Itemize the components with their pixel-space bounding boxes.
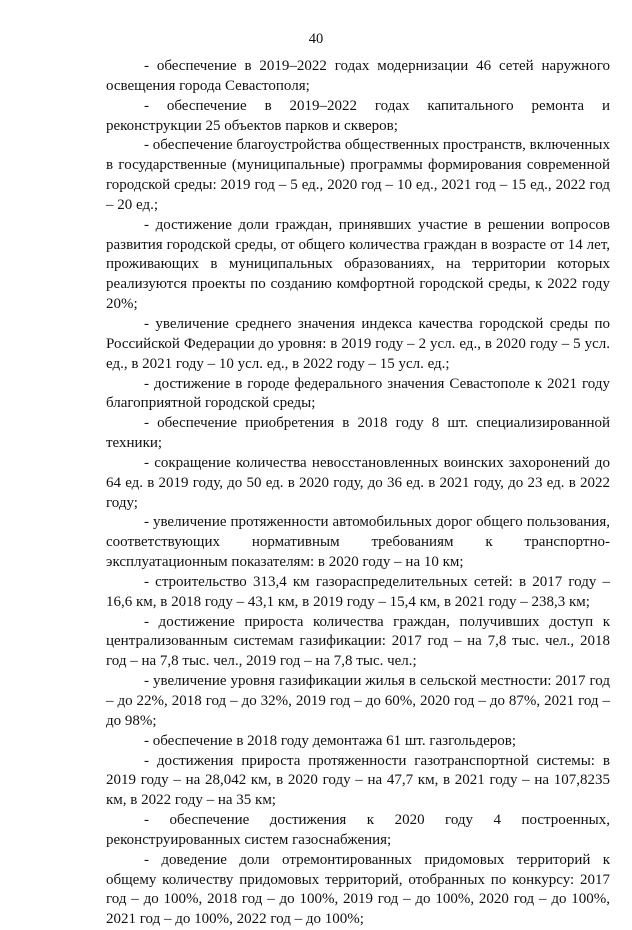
list-item: - обеспечение достижения к 2020 году 4 построенных, реконструированных систем газоснабжения; [106,812,610,848]
list-item: - обеспечение благоустройства общественных пространств, включенных в государственные (муниципальные) программы формирования современной городской среды: 2019 год – 5 ед., 2020 год – 10 ед., 2021 год – 15 ед., 2022 год – 20 ед.; [106,137,610,213]
list-item: - достижения прироста протяженности газотранспортной системы: в 2019 году – на 28,042 км, в 2020 году – на 47,7 км, в 2021 году – на 107,8235 км, в 2022 году – на 35 км; [106,752,610,809]
page-number: 40 [308,31,324,47]
list-item: - строительство 313,4 км газораспределительных сетей: в 2017 году – 16,6 км, в 2018 году – 43,1 км, в 2019 году – 15,4 км, в 2021 году – 238,3 км; [106,573,610,610]
list-item: - обеспечение в 2018 году демонтажа 61 шт. газгольдеров; [144,732,517,749]
list-item: - обеспечение в 2019–2022 годах капитального ремонта и реконструкции 25 объектов парков и скверов; [106,97,610,134]
list-item: - обеспечение приобретения в 2018 году 8 шт. специализированной техники; [106,415,610,452]
list-item: - сокращение количества невосстановленных воинских захоронений до 64 ед. в 2019 году, до 50 ед. в 2020 году, до 36 ед. в 2021 году, до 23 ед. в 2022 году; [106,454,610,511]
list-item: - увеличение уровня газификации жилья в сельской местности: 2017 год – до 22%, 2018 год – до 32%, 2019 год – до 60%, 2020 год – до 87%, 2021 год – до 98%; [106,673,610,729]
list-item: - достижение доли граждан, принявших участие в решении вопросов развития городской среды, от общего количества граждан в возрасте от 14 лет, проживающих в муниципальных образованиях, на территории которых реализуются проекты по созданию комфортной городской среды, к 2022 году 20%; [106,216,610,313]
list-item: - доведение доли отремонтированных придомовых территорий к общему количеству придомовых территорий, отобранных по конкурсу: 2017 год – до 100%, 2018 год – до 100%, 2019 год – до 100%, 2020 год – до 100%, 2021 год – до 100%, 2022 год – до 100%; [106,851,610,928]
list-item: - обеспечение в 2019–2022 годах модернизации 46 сетей наружного освещения города Севастополя; [106,58,610,94]
list-item: - увеличение среднего значения индекса качества городской среды по Российской Федерации до уровня: в 2019 году – 2 усл. ед., в 2020 году – 5 усл. ед., в 2021 году – 10 усл. ед., в 2022 году – 15 усл. ед.; [106,315,610,372]
document-body [106,57,610,930]
list-item: - увеличение протяженности автомобильных дорог общего пользования, соответствующих нормативным требованиям к транспортно-эксплуатационным показателям: в 2020 году – на 10 км; [106,514,610,571]
list-item: - достижение прироста количества граждан, получивших доступ к централизованным системам газификации: 2017 год – на 7,8 тыс. чел., 2018 год – на 7,8 тыс. чел., 2019 год – на 7,8 тыс. чел.; [106,613,610,670]
list-item: - достижение в городе федерального значения Севастополе к 2021 году благоприятной городской среды; [106,375,610,412]
